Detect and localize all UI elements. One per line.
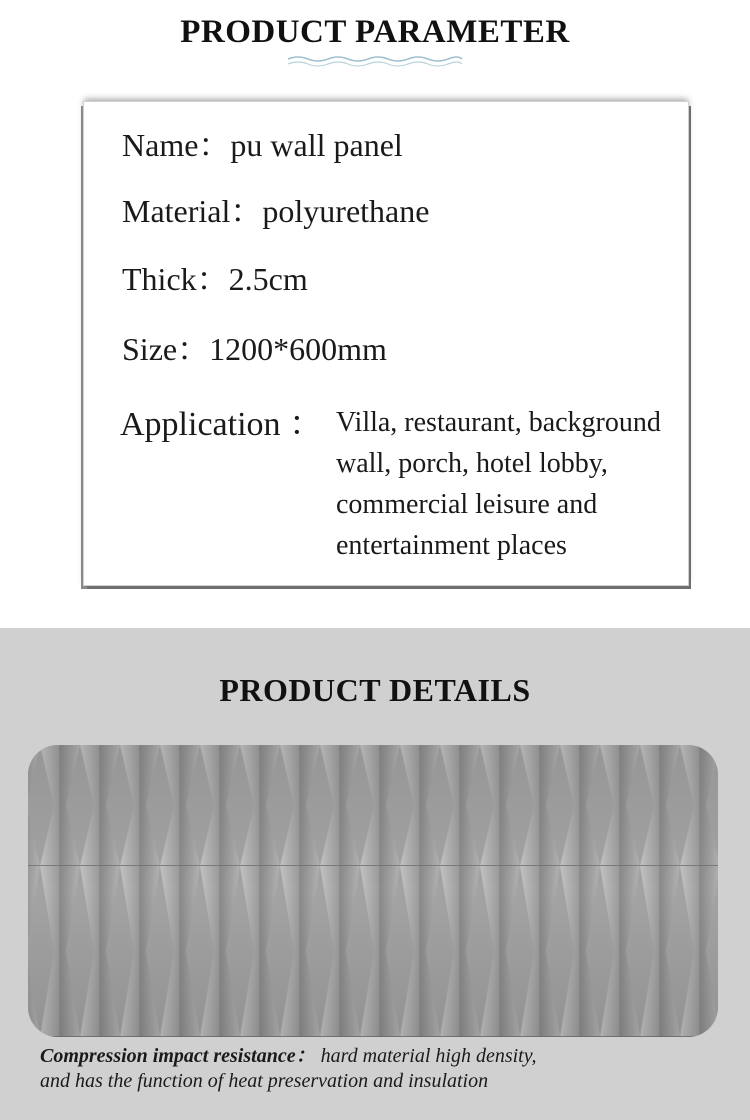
param-value: 1200*600mm: [209, 331, 387, 367]
details-title: PRODUCT DETAILS: [219, 672, 531, 708]
param-value: polyurethane: [262, 193, 430, 229]
param-application-value: [336, 402, 696, 566]
wall-panel-photo: [28, 745, 718, 1037]
application-line: Villa, restaurant, background: [336, 407, 661, 438]
param-row-application-label: Application ：: [120, 406, 324, 443]
param-value: pu wall panel: [230, 127, 403, 163]
wall-panel-pattern-image: [28, 745, 718, 1037]
parameter-card: [84, 102, 688, 585]
wave-divider-icon: [286, 54, 464, 68]
param-row-size: [122, 324, 387, 370]
param-label: Thick：: [122, 261, 229, 297]
product-details-section: [0, 628, 750, 1120]
param-row-thick: [122, 254, 308, 300]
parameter-title: PRODUCT PARAMETER: [180, 14, 570, 50]
caption-line-1: [40, 1044, 730, 1069]
param-row-material: [122, 186, 429, 232]
application-line: wall, porch, hotel lobby,: [336, 448, 608, 479]
details-caption: [40, 1044, 730, 1094]
application-line: commercial leisure and: [336, 489, 598, 520]
caption-line-2: and has the function of heat preservation and insulation: [40, 1070, 489, 1092]
caption-text: hard material high density,: [315, 1045, 537, 1067]
caption-label: Compression impact resistance：: [40, 1045, 316, 1067]
application-line: entertainment places: [336, 530, 567, 561]
param-label: Size：: [122, 331, 210, 367]
param-label: Name：: [122, 127, 231, 163]
param-value: 2.5cm: [228, 261, 308, 297]
param-row-name: [122, 120, 403, 166]
param-label: Material：: [122, 193, 263, 229]
